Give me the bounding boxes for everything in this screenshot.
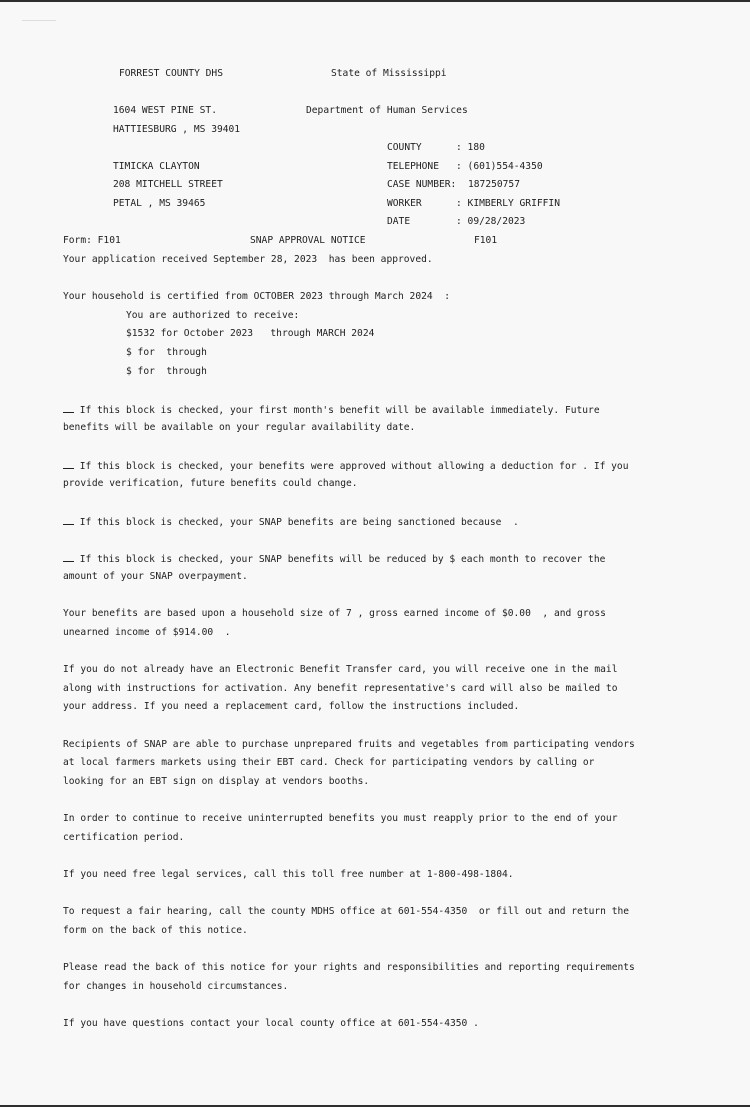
check-blank — [63, 403, 74, 413]
date-label: DATE — [387, 216, 411, 227]
date-value: : 09/28/2023 — [456, 216, 526, 227]
ebt-card-info-2: along with instructions for activation. Any benefit representative's card will also be mailed to — [63, 683, 618, 694]
telephone-value: : (601)554-4350 — [456, 161, 543, 172]
check-block-1 — [63, 403, 600, 417]
form-id: Form: F101 — [63, 235, 121, 246]
check-block-4-text: If this block is checked, your SNAP benefits will be reduced by $ each month to recover the — [74, 554, 606, 565]
fair-hearing-2: form on the back of this notice. — [63, 925, 248, 936]
form-code: F101 — [474, 235, 498, 246]
check-block-2-cont: provide verification, future benefits could change. — [63, 478, 358, 489]
benefit-line-2: $ for through — [126, 347, 207, 358]
check-block-1-cont: benefits will be available on your regular availability date. — [63, 422, 416, 433]
notice-title: SNAP APPROVAL NOTICE — [250, 235, 366, 246]
county-label: COUNTY — [387, 142, 422, 153]
scan-mark — [22, 20, 56, 21]
check-block-3 — [63, 515, 519, 529]
farmers-market-info-2: at local farmers markets using their EBT card. Check for participating vendors by calling or — [63, 757, 595, 768]
household-basis: Your benefits are based upon a household size of 7 , gross earned income of $0.00 , and gross — [63, 608, 606, 619]
agency-name: FORREST COUNTY DHS — [119, 68, 223, 79]
approval-statement: Your application received September 28, 2023 has been approved. — [63, 254, 433, 265]
benefit-line-1: $1532 for October 2023 through MARCH 2024 — [126, 328, 375, 339]
check-blank — [63, 515, 74, 525]
legal-services: If you need free legal services, call this toll free number at 1-800-498-1804. — [63, 869, 514, 880]
check-block-3-text: If this block is checked, your SNAP benefits are being sanctioned because . — [74, 517, 519, 528]
authorized-heading: You are authorized to receive: — [126, 310, 300, 321]
check-block-2 — [63, 459, 629, 473]
benefit-line-3: $ for through — [126, 366, 207, 377]
reapply-info-2: certification period. — [63, 832, 185, 843]
reapply-info: In order to continue to receive uninterrupted benefits you must reapply prior to the end of your — [63, 813, 618, 824]
contact-info: If you have questions contact your local county office at 601-554-4350 . — [63, 1018, 479, 1029]
ebt-card-info-3: your address. If you need a replacement card, follow the instructions included. — [63, 701, 520, 712]
office-city: HATTIESBURG , MS 39401 — [113, 124, 241, 135]
office-street: 1604 WEST PINE ST. — [113, 105, 217, 116]
worker-value: : KIMBERLY GRIFFIN — [456, 198, 560, 209]
telephone-label: TELEPHONE — [387, 161, 439, 172]
farmers-market-info: Recipients of SNAP are able to purchase unprepared fruits and vegetables from participating vendors — [63, 739, 635, 750]
recipient-street: 208 MITCHELL STREET — [113, 179, 223, 190]
check-block-4 — [63, 552, 605, 566]
department-name: Department of Human Services — [306, 105, 468, 116]
check-block-1-text: If this block is checked, your first month's benefit will be available immediately. Future — [74, 405, 600, 416]
county-value: : 180 — [456, 142, 485, 153]
state-name: State of Mississippi — [331, 68, 447, 79]
worker-label: WORKER — [387, 198, 422, 209]
certification-period: Your household is certified from OCTOBER 2023 through March 2024 : — [63, 291, 450, 302]
recipient-name: TIMICKA CLAYTON — [113, 161, 200, 172]
check-block-2-text: If this block is checked, your benefits were approved without allowing a deduction for . If you — [74, 461, 629, 472]
ebt-card-info: If you do not already have an Electronic Benefit Transfer card, you will receive one in the mail — [63, 664, 618, 675]
farmers-market-info-3: looking for an EBT sign on display at vendors booths. — [63, 776, 370, 787]
fair-hearing: To request a fair hearing, call the county MDHS office at 601-554-4350 or fill out and return the — [63, 906, 630, 917]
check-block-4-cont: amount of your SNAP overpayment. — [63, 571, 248, 582]
check-blank — [63, 459, 74, 469]
rights-notice-2: for changes in household circumstances. — [63, 981, 289, 992]
check-blank — [63, 552, 74, 562]
case-number-value: 187250757 — [468, 179, 520, 190]
recipient-city: PETAL , MS 39465 — [113, 198, 206, 209]
household-basis-cont: unearned income of $914.00 . — [63, 627, 231, 638]
case-number-label: CASE NUMBER: — [387, 179, 457, 190]
rights-notice: Please read the back of this notice for your rights and responsibilities and reporting requirements — [63, 962, 635, 973]
